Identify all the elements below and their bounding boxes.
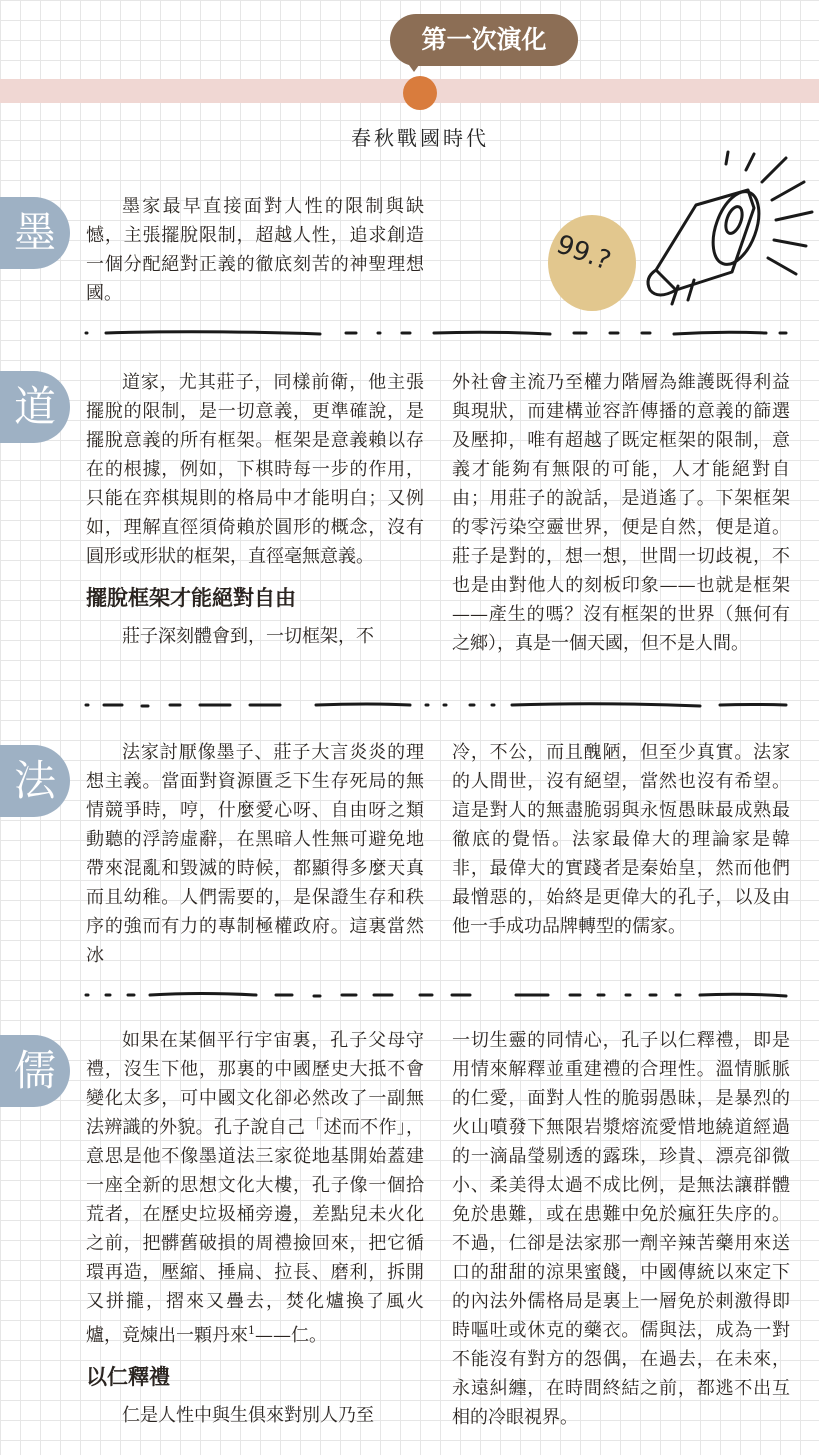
dao-paragraph-1: 道家，尤其莊子，同樣前衛，他主張擺脫的限制，是一切意義，更準確說，是擺脫意義的所有框架。框架是意義賴以存在的根據，例如，下棋時每一步的作用，只能在弈棋規則的格局中才能明白；又例如，理解直徑須倚賴於圓形的概念，沒有圓形或形狀的框架，直徑毫無意義。 [86, 372, 424, 567]
fa-left-column [86, 738, 424, 970]
section-divider [80, 698, 792, 712]
chapter-title: 第一次演化 [390, 14, 578, 66]
ru-right-column [452, 1026, 790, 1432]
fa-paragraph-1: 法家討厭像墨子、莊子大言炎炎的理想主義。當面對資源匱乏下生存死局的無情競爭時，哼，什麼愛心呀、自由呀之類動聽的浮誇虛辭，在黑暗人性無可避免地帶來混亂和毀滅的時候，都顯得多麼天真而且幼稚。人們需要的，是保證生存和秩序的強而有力的專制極權政府。這裏當然冰 [86, 742, 424, 966]
chapter-subtitle: 春秋戰國時代 [351, 126, 489, 150]
dao-heading: 擺脫框架才能絕對自由 [86, 585, 296, 610]
ru-heading: 以仁釋禮 [86, 1364, 170, 1389]
title-dot [403, 76, 437, 110]
dao-paragraph-2: 莊子深刻體會到，一切框架，不 [122, 626, 374, 647]
bubble-tail [404, 58, 424, 72]
ru-left-column [86, 1026, 424, 1430]
ru-paragraph-1-text: 如果在某個平行宇宙裏，孔子父母守禮，沒生下他，那裏的中國歷史大抵不會變化太多，可中國文化卻必然改了一副無法辨識的外貌。孔子說自己「述而不作」，意思是他不像墨道法三家從地基開始蓋建一座全新的思想文化大樓，孔子像一個拾荒者，在歷史垃圾桶旁邊，差點兒未火化之前，把髒舊破損的周禮撿回來，把它循環再造，壓縮、捶扁、拉長、磨利，拆開又拼攏，摺來又疊去，焚化爐換了風火爐，竟煉出一顆丹來 [86, 1030, 424, 1346]
fa-right-column [452, 738, 790, 941]
fa-paragraph-2: 冷，不公，而且醜陋，但至少真實。法家的人間世，沒有絕望，當然也沒有希望。這是對人的無盡脆弱與永恆愚昧最成熟最徹底的覺悟。法家最偉大的理論家是韓非，最偉大的實踐者是秦始皇，然而他們最憎惡的，始終是更偉大的孔子，以及由他一手成功品牌轉型的儒家。 [452, 742, 790, 937]
section-divider [80, 326, 792, 340]
section-badge-mo: 墨 [0, 197, 70, 269]
footnote-marker: 1 [248, 1324, 255, 1337]
section-divider [80, 988, 792, 1002]
dao-paragraph-3: 外社會主流乃至權力階層為維護既得利益與現狀，而建構並容許傳播的意義的篩選及壓抑，唯有超越了既定框架的限制，意義才能夠有無限的可能，人才能絕對自由；用莊子的說話，是逍遙了。下架框架的零污染空靈世界，便是自然，便是道。莊子是對的，想一想，世間一切歧視，不也是由對他人的刻板印象——也就是框架——產生的嗎？沒有框架的世界（無何有之鄉），真是一個天國，但不是人間。 [452, 372, 790, 654]
mo-text-column [86, 192, 424, 308]
megaphone-icon [636, 150, 816, 310]
ru-paragraph-3: 一切生靈的同情心，孔子以仁釋禮，即是用情來解釋並重建禮的合理性。溫情脈脈的仁愛，面對人性的脆弱愚昧，是暴烈的火山噴發下無限岩漿熔流愛惜地繞道經過的一滴晶瑩剔透的露珠，珍貴、漂亮卻微小、柔美得太過不成比例，是無法讓群體免於患難，或在患難中免於瘋狂失序的。不過，仁卻是法家那一劑辛辣苦藥用來送口的甜甜的涼果蜜餞，中國傳統以來定下的內法外儒格局是裏上一層免於刺激得即時嘔吐或休克的藥衣。儒與法，成為一對不能沒有對方的怨偶，在過去，在未來，永遠糾纏，在時間終結之前，都逃不出互相的冷眼視界。 [452, 1030, 790, 1428]
mo-paragraph: 墨家最早直接面對人性的限制與缺憾，主張擺脫限制，超越人性，追求創造一個分配絕對正義的徹底刻苦的神聖理想國。 [86, 196, 424, 304]
section-badge-dao: 道 [0, 371, 70, 443]
face-doodle-text: 99.? [552, 229, 615, 277]
section-badge-ru: 儒 [0, 1035, 70, 1107]
dao-right-column [452, 368, 790, 658]
section-badge-fa: 法 [0, 745, 70, 817]
ru-paragraph-1 [86, 1026, 424, 1350]
ru-paragraph-2: 仁是人性中與生俱來對別人乃至 [122, 1405, 374, 1426]
ru-paragraph-1-end: ——仁。 [255, 1325, 327, 1346]
dao-left-column [86, 368, 424, 651]
